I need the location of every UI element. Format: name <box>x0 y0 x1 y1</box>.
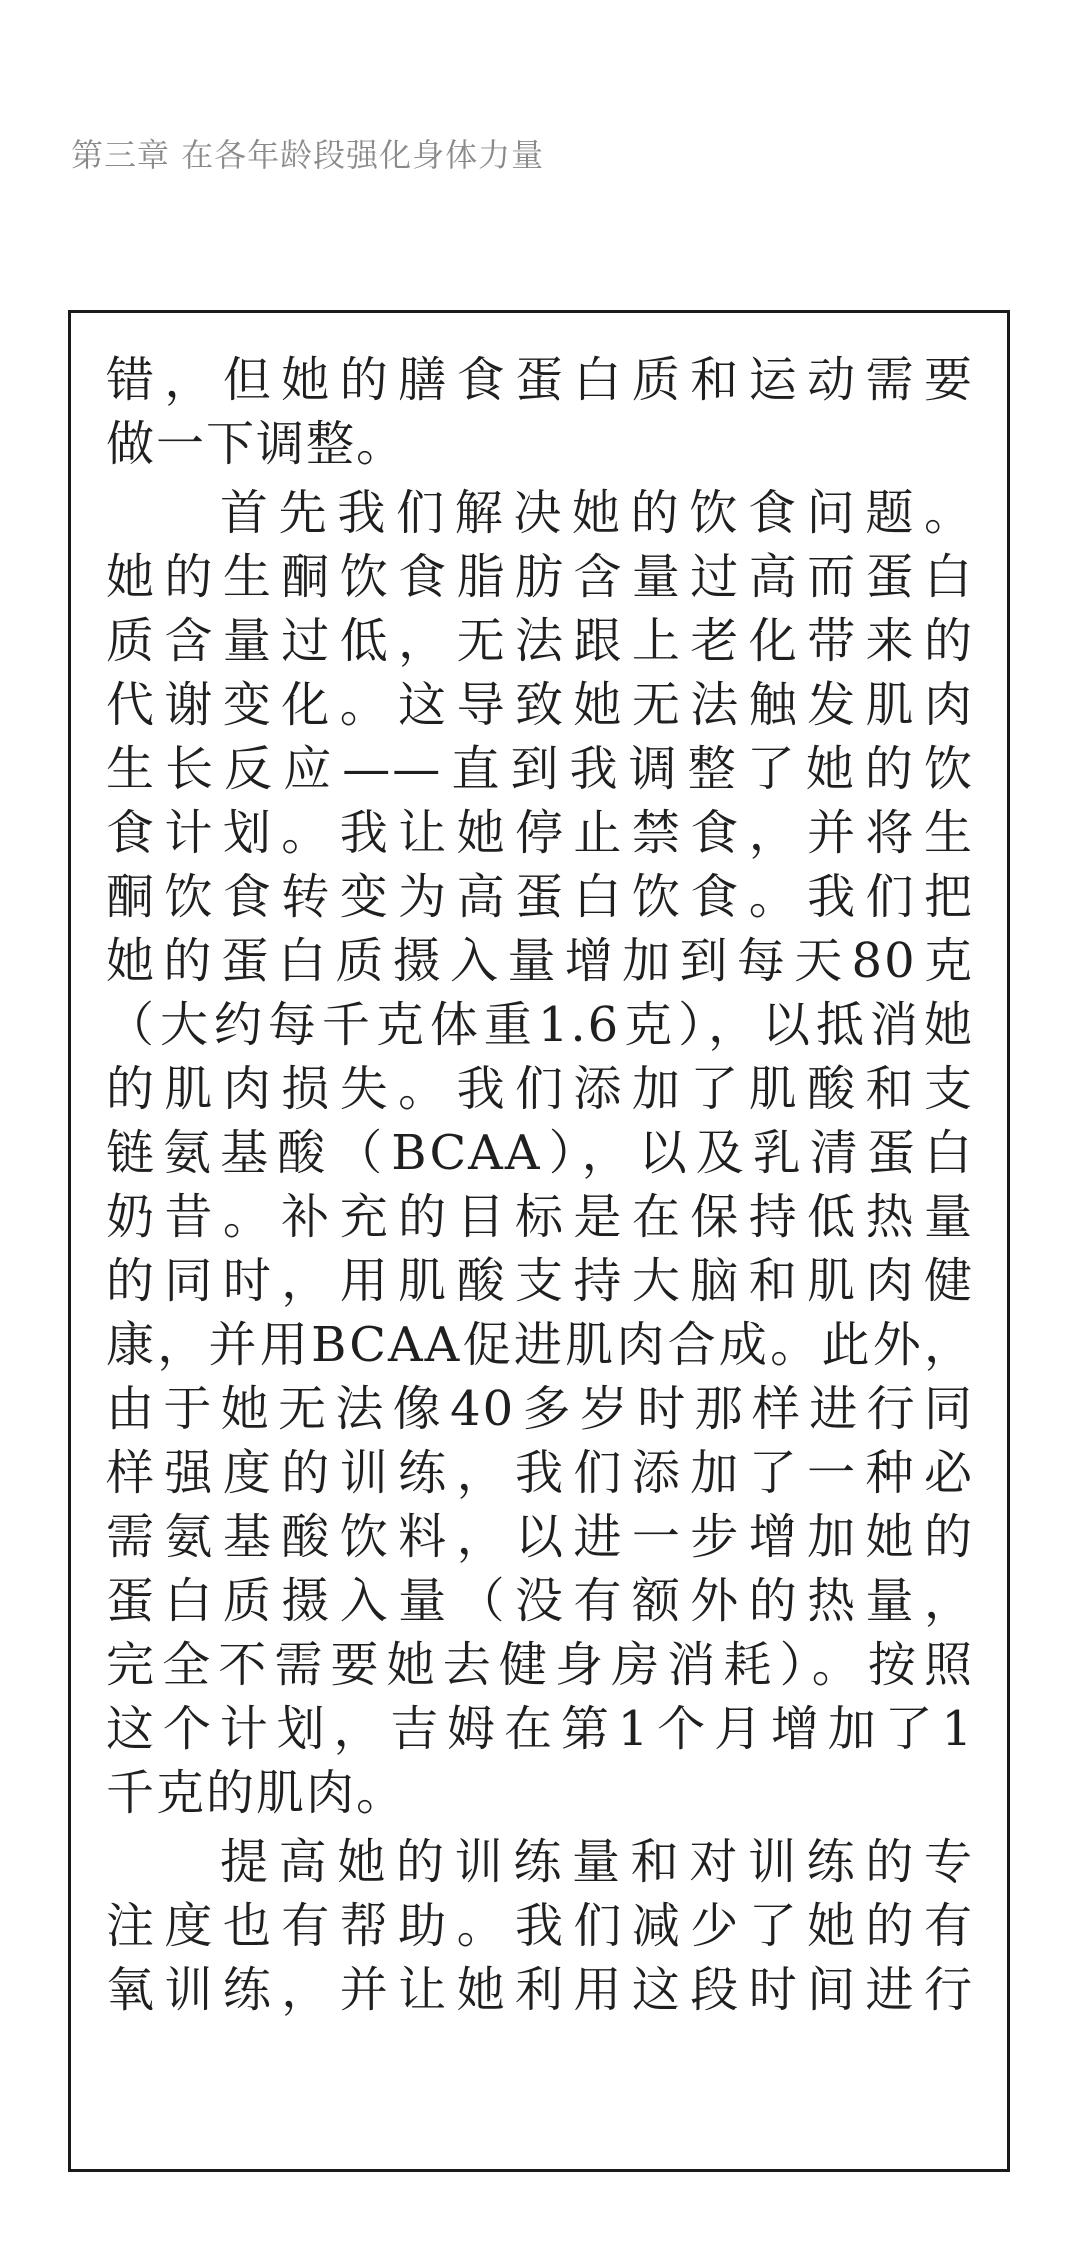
text-line: 样强度的训练，我们添加了一种必 <box>106 1445 974 1501</box>
text-line: 首先我们解决她的饮食问题。 <box>220 485 974 541</box>
paragraph-1 <box>106 348 974 476</box>
text-excerpt-box <box>68 310 1010 2172</box>
text-line: 这个计划，吉姆在第1个月增加了1 <box>106 1701 974 1757</box>
text-line: 氧训练，并让她利用这段时间进行 <box>106 1962 974 2018</box>
text-line: 错，但她的膳食蛋白质和运动需要 <box>106 352 974 408</box>
text-line: 生长反应——直到我调整了她的饮 <box>106 741 974 797</box>
text-line: 康，并用BCAA促进肌肉合成。此外， <box>106 1317 974 1373</box>
chapter-header: 第三章 在各年龄段强化身体力量 <box>71 136 545 174</box>
paragraph-3 <box>106 1830 974 2022</box>
text-line: 她的生酮饮食脂肪含量过高而蛋白 <box>106 549 974 605</box>
text-line: 食计划。我让她停止禁食，并将生 <box>106 805 974 861</box>
text-line: 蛋白质摄入量（没有额外的热量， <box>106 1573 974 1629</box>
text-line: 她的蛋白质摄入量增加到每天80克 <box>106 933 974 989</box>
text-line: 提高她的训练量和对训练的专 <box>220 1834 974 1890</box>
text-line: 完全不需要她去健身房消耗）。按照 <box>106 1637 974 1693</box>
text-line: 需氨基酸饮料，以进一步增加她的 <box>106 1509 974 1565</box>
paragraph-2 <box>106 481 974 1825</box>
excerpt-body <box>106 348 974 2022</box>
text-line: 由于她无法像40多岁时那样进行同 <box>106 1381 974 1437</box>
text-line: 注度也有帮助。我们减少了她的有 <box>106 1898 974 1954</box>
text-line: 奶昔。补充的目标是在保持低热量 <box>106 1189 974 1245</box>
text-line: 代谢变化。这导致她无法触发肌肉 <box>106 677 974 733</box>
text-line: 做一下调整。 <box>106 416 407 472</box>
text-line: 酮饮食转变为高蛋白饮食。我们把 <box>106 869 974 925</box>
text-line: 的同时，用肌酸支持大脑和肌肉健 <box>106 1253 974 1309</box>
text-line: 质含量过低，无法跟上老化带来的 <box>106 613 974 669</box>
text-line: （大约每千克体重1.6克），以抵消她 <box>106 997 974 1053</box>
text-line: 千克的肌肉。 <box>106 1765 407 1821</box>
text-line: 的肌肉损失。我们添加了肌酸和支 <box>106 1061 974 1117</box>
text-line: 链氨基酸（BCAA），以及乳清蛋白 <box>106 1125 974 1181</box>
